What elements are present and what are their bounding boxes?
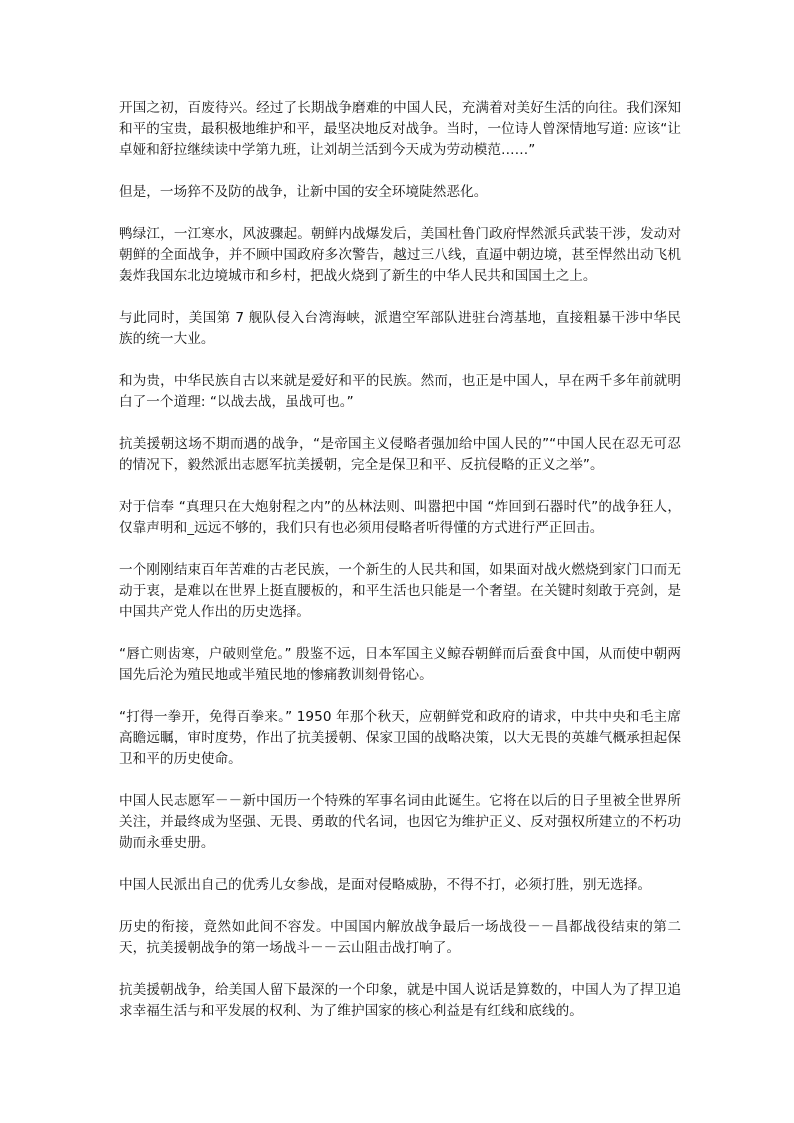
paragraph-7: 对于信奉 “真理只在大炮射程之内”的丛林法则、叫嚣把中国 “炸回到石器时代”的战争狂人，仅靠声明和_远远不够的，我们只有也必须用侵略者听得懂的方式进行严正回击。: [119, 499, 681, 536]
paragraph-1: 开国之初，百废待兴。经过了长期战争磨难的中国人民，充满着对美好生活的向往。我们深知和平的宝贵，最积极地维护和平，最坚决地反对战争。当时，一位诗人曾深情地写道: 应该“让卓娅和舒拉继续读中学第九班，让刘胡兰活到今天成为劳动模范……”: [119, 100, 681, 158]
paragraph-10: “打得一拳开，免得百拳来。” 1950 年那个秋天，应朝鲜党和政府的请求，中共中央和毛主席高瞻远瞩，审时度势，作出了抗美援朝、保家卫国的战略决策，以大无畏的英雄气概承担起保卫和平的历史使命。: [119, 709, 681, 767]
article-body: [119, 98, 681, 1043]
paragraph-12: 中国人民派出自己的优秀儿女参战，是面对侵略威胁，不得不打，必须打胜，别无选择。: [119, 877, 652, 893]
paragraph-13: 历史的衔接，竟然如此间不容发。中国国内解放战争最后一场战役－－昌都战役结束的第二天，抗美援朝战争的第一场战斗－－云山阻击战打响了。: [119, 919, 681, 956]
paragraph-11: 中国人民志愿军－－新中国历一个特殊的军事名词由此诞生。它将在以后的日子里被全世界所关注，并最终成为坚强、无畏、勇敢的代名词，也因它为维护正义、反对强权所建立的不朽功勋而永垂史册。: [119, 793, 681, 851]
paragraph-8: 一个刚刚结束百年苦难的古老民族，一个新生的人民共和国，如果面对战火燃烧到家门口而无动于衷，是难以在世界上挺直腰板的，和平生活也只能是一个奢望。在关键时刻敢于亮剑，是中国共产党人作出的历史选择。: [119, 562, 681, 620]
paragraph-2: 但是，一场猝不及防的战争，让新中国的安全环境陡然恶化。: [119, 184, 488, 200]
paragraph-4: 与此同时，美国第 7 舰队侵入台湾海峡，派遣空军部队进驻台湾基地，直接粗暴干涉中华民族的统一大业。: [119, 310, 681, 347]
paragraph-3: 鸭绿江，一江寒水，风波骤起。朝鲜内战爆发后，美国杜鲁门政府悍然派兵武装干涉，发动对朝鲜的全面战争，并不顾中国政府多次警告，越过三八线，直逼中朝边境，甚至悍然出动飞机轰炸我国东北边境城市和乡村，把战火烧到了新生的中华人民共和国国土之上。: [119, 226, 681, 284]
paragraph-14: 抗美援朝战争，给美国人留下最深的一个印象，就是中国人说话是算数的，中国人为了捍卫追求幸福生活与和平发展的权利、为了维护国家的核心利益是有红线和底线的。: [119, 982, 681, 1019]
paragraph-6: 抗美援朝这场不期而遇的战争，“是帝国主义侵略者强加给中国人民的”“中国人民在忍无可忍的情况下，毅然派出志愿军抗美援朝，完全是保卫和平、反抗侵略的正义之举”。: [119, 436, 681, 473]
paragraph-5: 和为贵，中华民族自古以来就是爱好和平的民族。然而，也正是中国人，早在两千多年前就明白了一个道理: “以战去战，虽战可也。”: [119, 373, 681, 410]
paragraph-9: “唇亡则齿寒，户破则堂危。” 殷鉴不远，日本军国主义鲸吞朝鲜而后蚕食中国，从而使中朝两国先后沦为殖民地或半殖民地的惨痛教训刻骨铭心。: [119, 646, 681, 683]
